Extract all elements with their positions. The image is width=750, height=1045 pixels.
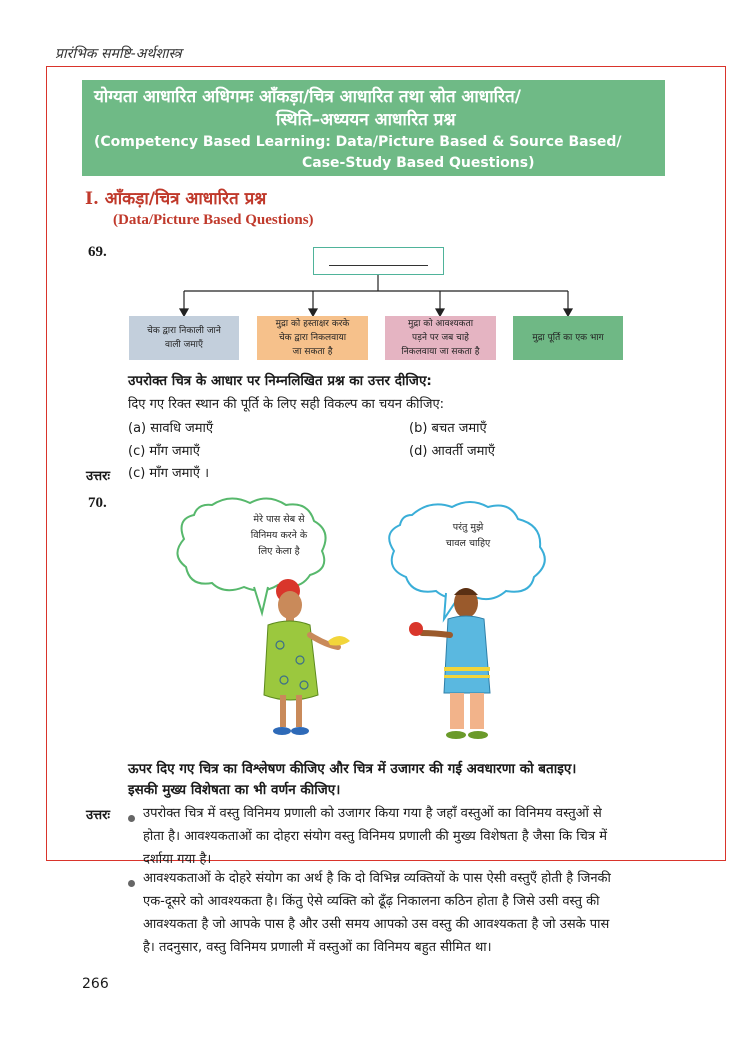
option-b: (b) बचत जमाएँ: [409, 421, 487, 436]
bubble-right-line2: चावल चाहिए: [445, 538, 491, 549]
diagram-box-cheque-deposits: [129, 316, 239, 360]
bubble-left-line1: मेरे पास सेब से: [253, 514, 305, 525]
q70-question-line2: इसकी मुख्य विशेषता का भी वर्णन कीजिए।: [128, 782, 341, 798]
bubble-left-line2: विनिमय करने के: [250, 530, 308, 541]
p1-line3: दर्शाया गया है।: [143, 852, 212, 867]
p2-line4: है। तदनुसार, वस्तु विनिमय प्रणाली में वस्तुओं का विनिमय बहुत सीमित था।: [143, 940, 492, 955]
section-subheading: (Data/Picture Based Questions): [113, 212, 314, 228]
box1-line2: वाली जमाएँ: [164, 340, 203, 350]
woman-figure: [264, 579, 350, 735]
banner-english-line2: Case-Study Based Questions): [302, 155, 535, 171]
diagram-box-money-supply: [513, 316, 623, 360]
option-a: (a) सावधि जमाएँ: [128, 421, 214, 436]
speech-bubble-right-text: [418, 520, 518, 552]
banner-english-line1: (Competency Based Learning: Data/Picture Based & Source Based/: [94, 134, 622, 150]
p1-line1: उपरोक्त चित्र में वस्तु विनिमय प्रणाली को उजागर किया गया है जहाँ वस्तुओं का विनिमय वस्तुओं से: [143, 806, 602, 821]
box3-line1: मुद्रा को आवश्यकता: [407, 319, 474, 329]
option-c: (c) माँग जमाएँ: [128, 444, 200, 459]
box2-line3: जा सकता है: [292, 347, 333, 357]
box2-line2: चेक द्वारा निकलवाया: [278, 333, 347, 343]
q69-answer-label: उत्तरः: [86, 469, 111, 484]
box3-line2: पड़ने पर जब चाहे: [412, 333, 469, 343]
p2-line1: आवश्यकताओं के दोहरे संयोग का अर्थ है कि दो विभिन्न व्यक्तियों के पास ऐसी वस्तुएँ होती है जिनकी: [143, 871, 611, 886]
q69-question: दिए गए रिक्त स्थान की पूर्ति के लिए सही विकल्प का चयन कीजिए:: [128, 397, 445, 412]
banner-hindi-line2: स्थिति–अध्ययन आधारित प्रश्न: [276, 110, 456, 130]
page-number: 266: [82, 976, 109, 992]
bullet-2: [128, 880, 135, 887]
question-number-69: 69.: [88, 244, 107, 260]
diagram-box-signature: [257, 316, 368, 360]
speech-bubble-left-text: [224, 512, 334, 560]
box4-line1: मुद्रा पूर्ति का एक भाग: [532, 333, 604, 343]
diagram-box-withdraw-anytime: [385, 316, 496, 360]
q70-answer-paragraph-1: [143, 802, 665, 871]
q69-instruction: उपरोक्त चित्र के आधार पर निम्नलिखित प्रश्न का उत्तर दीजिए:: [128, 373, 432, 389]
p2-line3: आवश्यकता है जो आपके पास है और उसी समय आपको उस वस्तु की आवश्यकता है जो उसके पास: [143, 917, 610, 932]
bullet-1: [128, 815, 135, 822]
p1-line2: होता है। आवश्यकताओं का दोहरा संयोग वस्तु विनिमय प्रणाली की मुख्य विशेषता है जैसा कि चित्र में: [143, 829, 607, 844]
box1-line1: चेक द्वारा निकाली जाने: [147, 326, 221, 336]
banner-hindi-line1: योग्यता आधारित अधिगमः आँकड़ा/चित्र आधारित तथा स्रोत आधारित/: [94, 87, 521, 107]
q70-answer-paragraph-2: [143, 867, 665, 959]
option-d: (d) आवर्ती जमाएँ: [409, 444, 495, 459]
box2-line1: मुद्रा को हस्ताक्षर करके: [275, 319, 350, 329]
section-heading: I. आँकड़ा/चित्र आधारित प्रश्न: [85, 189, 267, 209]
q69-answer: (c) माँग जमाएँ ।: [128, 466, 210, 481]
q70-question-line1: ऊपर दिए गए चित्र का विश्लेषण कीजिए और चित्र में उजागर की गई अवधारणा को बताइए।: [128, 761, 577, 777]
running-head: प्रारंभिक समष्टि-अर्थशास्त्र: [55, 46, 182, 62]
p2-line2: एक-दूसरे को आवश्यकता है। किंतु ऐसे व्यक्ति को ढूँढ़ निकालना कठिन होता है जिसे उसी वस्तु की: [143, 894, 600, 909]
bubble-left-line3: लिए केला है: [258, 546, 300, 557]
question-number-70: 70.: [88, 495, 107, 511]
q70-answer-label: उत्तरः: [86, 808, 111, 823]
diagram-connectors: [0, 0, 750, 320]
bubble-right-line1: परंतु मुझे: [452, 522, 484, 533]
box3-line3: निकलवाया जा सकता है: [401, 347, 480, 357]
barter-illustration: [150, 495, 610, 755]
